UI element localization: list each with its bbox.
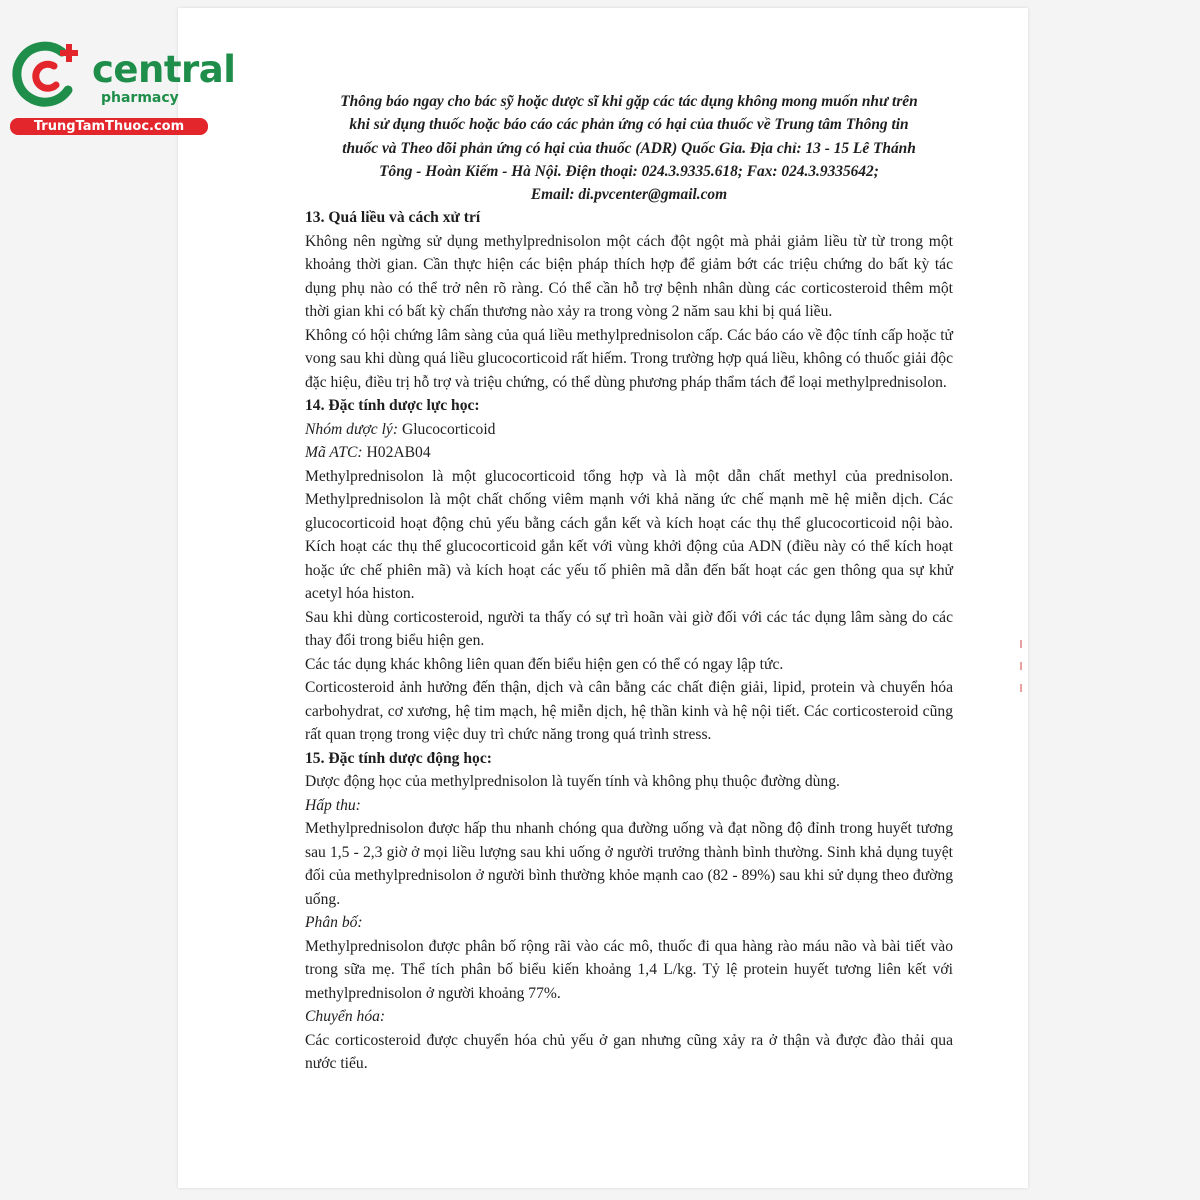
section-14-paragraph: Corticosteroid ảnh hưởng đến thận, dịch và cân bằng các chất điện giải, lipid, protein và chuyển hóa carbohydrat, cơ xương, hệ tim mạch, hệ miễn dịch, hệ thần kinh và hệ nội tiết. Các corticosteroid cũng rất quan trọng trong việc duy trì chức năng trong quá trình stress. bbox=[305, 679, 953, 744]
atc-code-value: H02AB04 bbox=[362, 444, 431, 462]
adr-notice bbox=[305, 90, 953, 206]
distribution-label: Phân bố: bbox=[305, 914, 363, 932]
notice-line: Thông báo ngay cho bác sỹ hoặc dược sĩ khi gặp các tác dụng không mong muốn như trên bbox=[340, 93, 918, 110]
atc-code bbox=[305, 441, 953, 465]
document-body bbox=[305, 90, 953, 1076]
notice-line: Email: di.pvcenter@gmail.com bbox=[530, 186, 728, 204]
section-14-paragraph: Sau khi dùng corticosteroid, người ta thấy có sự trì hoãn vài giờ đối với các tác dụng lâm sàng do các thay đổi trong biểu hiện gen. bbox=[305, 608, 953, 650]
section-14-heading: 14. Đặc tính dược lực học: bbox=[305, 397, 480, 415]
pharmacologic-group-label: Nhóm dược lý: bbox=[305, 420, 399, 438]
section-14-paragraph: Các tác dụng khác không liên quan đến biểu hiện gen có thể có ngay lập tức. bbox=[305, 655, 784, 673]
section-13-heading: 13. Quá liều và cách xử trí bbox=[305, 209, 481, 227]
section-13-paragraph: Không nên ngừng sử dụng methylprednisolon một cách đột ngột mà phải giảm liều từ từ trong một khoảng thời gian. Cần thực hiện các biện pháp thích hợp để giảm bớt các triệu chứng do bất kỳ tác dụng phụ nào có thể trở nên rõ ràng. Có thể cần hỗ trợ bệnh nhân dùng các corticosteroid thêm một thời gian khi có bất kỳ chấn thương nào xảy ra trong vòng 2 năm sau khi bị quá liều. bbox=[305, 232, 953, 321]
scan-margin-marks bbox=[1018, 640, 1024, 710]
absorption-paragraph: Methylprednisolon được hấp thu nhanh chóng qua đường uống và đạt nồng độ đỉnh trong huyết tương sau 1,5 - 2,3 giờ ở mọi liều lượng sau khi uống ở người trưởng thành bình thường. Sinh khả dụng tuyệt đối của methylprednisolon ở người bình thường khỏe mạnh cao (82 - 89%) sau khi sử dụng theo đường uống. bbox=[305, 820, 953, 908]
notice-line: Tông - Hoàn Kiếm - Hà Nội. Điện thoại: 024.3.9335.618; Fax: 024.3.9335642; bbox=[379, 162, 879, 180]
metabolism-paragraph: Các corticosteroid được chuyển hóa chủ yếu ở gan nhưng cũng xảy ra ở thận và được đào thải qua nước tiểu. bbox=[305, 1031, 953, 1073]
notice-line: khi sử dụng thuốc hoặc báo cáo các phản ứng có hại của thuốc về Trung tâm Thông tin bbox=[349, 116, 909, 134]
margin-mark bbox=[1020, 640, 1022, 648]
pharmacy-logo-icon bbox=[10, 38, 85, 113]
margin-mark bbox=[1020, 684, 1022, 692]
logo-wordmark: central bbox=[92, 48, 236, 91]
margin-mark bbox=[1020, 662, 1022, 670]
notice-line: thuốc và Theo dõi phản ứng có hại của thuốc (ADR) Quốc Gia. Địa chỉ: 13 - 15 Lê Thánh bbox=[342, 139, 916, 157]
central-pharmacy-logo[interactable] bbox=[10, 38, 236, 138]
absorption-label: Hấp thu: bbox=[305, 796, 361, 814]
metabolism-label: Chuyển hóa: bbox=[305, 1008, 386, 1026]
section-15-intro: Dược động học của methylprednisolon là tuyến tính và không phụ thuộc đường dùng. bbox=[305, 773, 840, 791]
section-15-heading: 15. Đặc tính dược động học: bbox=[305, 749, 492, 767]
pharmacologic-group-value: Glucocorticoid bbox=[398, 420, 496, 438]
atc-code-label: Mã ATC: bbox=[305, 444, 363, 462]
distribution-paragraph: Methylprednisolon được phân bố rộng rãi vào các mô, thuốc đi qua hàng rào máu não và bài tiết vào trong sữa mẹ. Thể tích phân bố biểu kiến khoảng 1,4 L/kg. Tỷ lệ protein huyết tương liên kết với methylprednisolon ở người khoảng 77%. bbox=[305, 937, 953, 1002]
logo-subtitle: pharmacy bbox=[101, 90, 179, 106]
section-14-paragraph: Methylprednisolon là một glucocorticoid tổng hợp và là một dẫn chất methyl của prednisolon. Methylprednisolon là một chất chống viêm mạnh với khả năng ức chế mạnh mẽ hệ miễn dịch. Các glucocorticoid hoạt động chủ yếu bằng cách gắn kết và kích hoạt các thụ thể glucocorticoid nội bào. Kích hoạt các thụ thể glucocorticoid gắn kết với vùng khởi động của ADN (điều này có thể kích hoạt hoặc ức chế phiên mã) và kích hoạt các yếu tố phiên mã dẫn đến bất hoạt các gen thông qua sự khử acetyl hóa histon. bbox=[305, 467, 953, 603]
pharmacologic-group bbox=[305, 418, 953, 442]
logo-url-banner[interactable]: TrungTamThuoc.com bbox=[10, 118, 208, 135]
section-13-paragraph: Không có hội chứng lâm sàng của quá liều methylprednisolon cấp. Các báo cáo về độc tính cấp hoặc tử vong sau khi dùng quá liều glucocorticoid rất hiếm. Trong trường hợp quá liều, không có thuốc giải độc đặc hiệu, điều trị hỗ trợ và triệu chứng, có thể dùng phương pháp thẩm tách để loại methylprednisolon. bbox=[305, 326, 953, 391]
